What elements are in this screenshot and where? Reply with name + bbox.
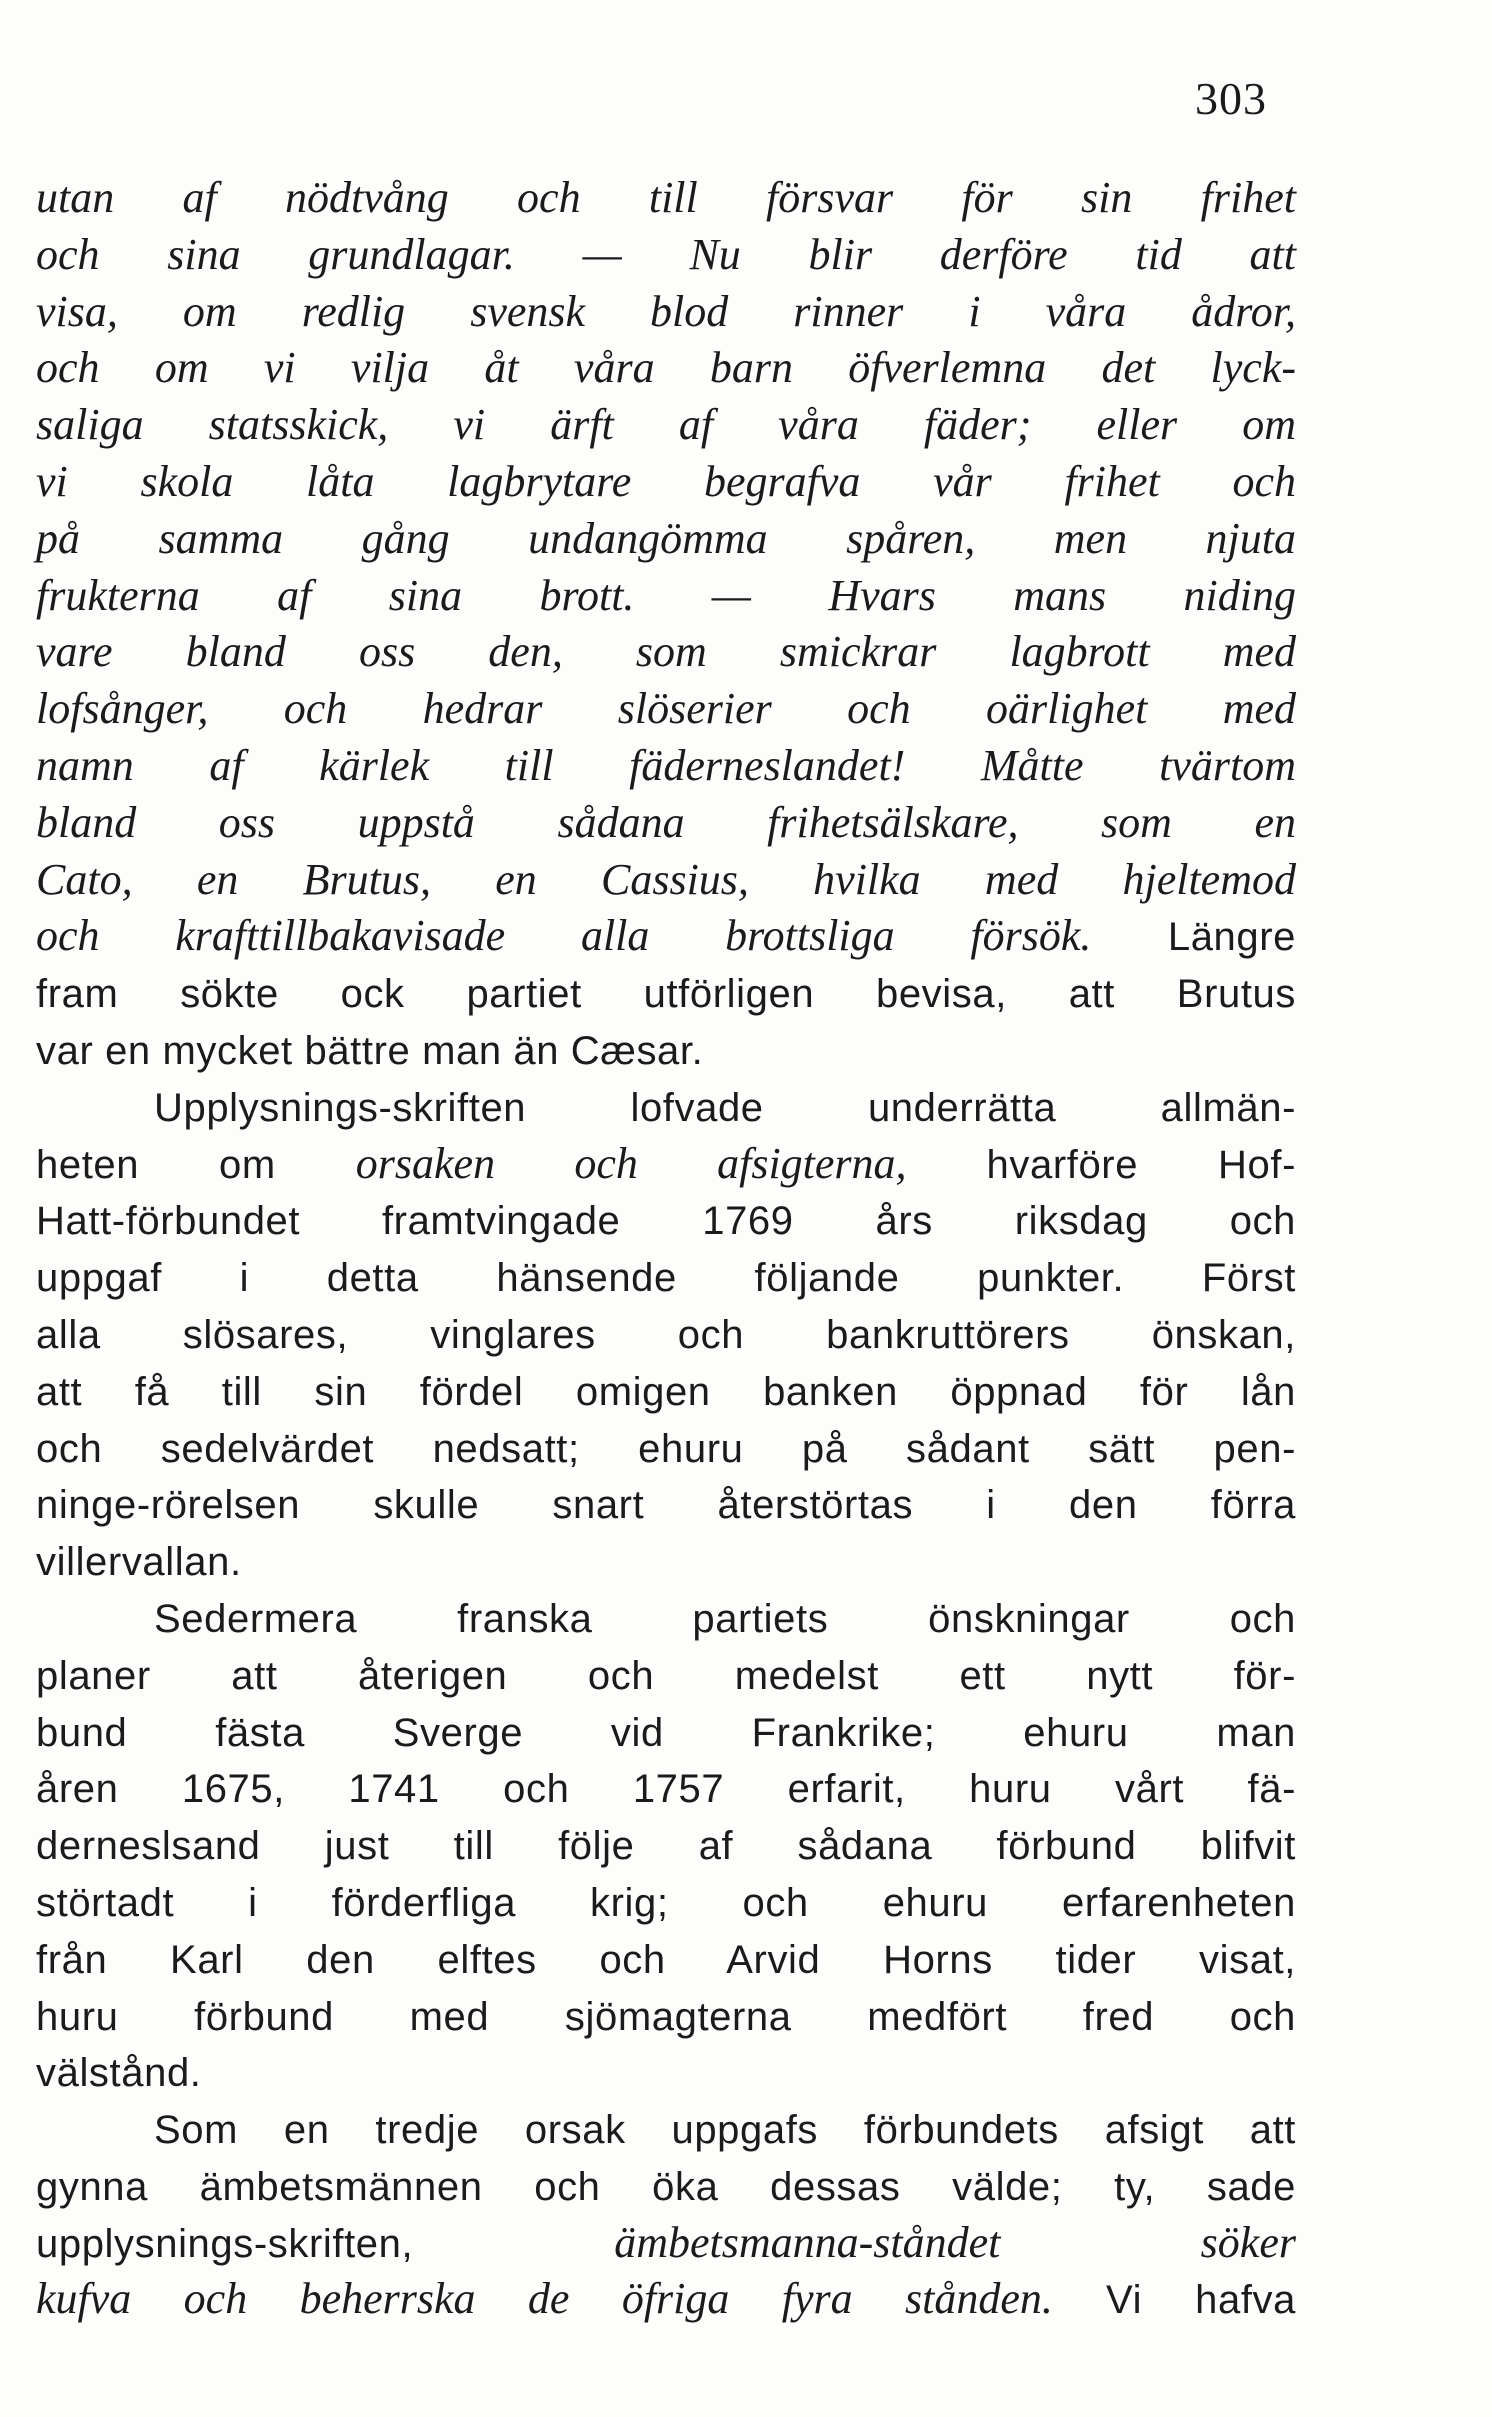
text-line bbox=[36, 1988, 1296, 2045]
roman-text-segment: uppgaf i detta hänsende följande punkter. Först bbox=[36, 1256, 1296, 1301]
text-line bbox=[36, 908, 1296, 965]
text-line bbox=[36, 1363, 1296, 1420]
italic-text-segment: och krafttillbakavisade alla brottsliga försök. bbox=[36, 911, 1092, 961]
italic-text-segment: visa, om redlig svensk blod rinner i våra ådror, bbox=[36, 286, 1296, 336]
italic-text-segment: utan af nödtvång och till försvar för sin frihet bbox=[36, 173, 1296, 222]
text-line bbox=[36, 2158, 1296, 2215]
italic-text-segment: Cato, en Brutus, en Cassius, hvilka med hjeltemod bbox=[36, 854, 1296, 904]
roman-text-segment: huru förbund med sjömagterna medfört fred och bbox=[36, 1994, 1296, 2039]
italic-text-segment: på samma gång undangömma spåren, men njuta bbox=[36, 513, 1296, 563]
text-line bbox=[36, 1420, 1296, 1477]
text-line bbox=[36, 852, 1296, 909]
roman-text-segment: Längre bbox=[1091, 915, 1296, 960]
text-line bbox=[36, 2271, 1296, 2328]
italic-text-segment: vi skola låta lagbrytare begrafva vår frihet och bbox=[36, 456, 1296, 506]
italic-text-segment: vare bland oss den, som smickrar lagbrott med bbox=[36, 627, 1296, 677]
text-line bbox=[36, 1817, 1296, 1874]
text-line bbox=[36, 511, 1296, 568]
roman-text-segment: åren 1675, 1741 och 1757 erfarit, huru vårt fä- bbox=[36, 1767, 1296, 1812]
text-line bbox=[36, 1931, 1296, 1988]
text-line bbox=[36, 1079, 1296, 1136]
text-line bbox=[36, 1874, 1296, 1931]
roman-text-segment: ninge-rörelsen skulle snart återstörtas i den förra bbox=[36, 1483, 1296, 1528]
text-line bbox=[36, 1533, 1296, 1590]
roman-text-segment: upplysnings-skriften, bbox=[36, 2221, 615, 2266]
text-line bbox=[36, 738, 1296, 795]
text-line bbox=[36, 170, 1296, 227]
text-line bbox=[36, 1249, 1296, 1306]
roman-text-segment: hvarföre Hof- bbox=[906, 1142, 1296, 1187]
text-line bbox=[36, 1306, 1296, 1363]
text-line bbox=[36, 284, 1296, 341]
text-line bbox=[36, 624, 1296, 681]
text-line bbox=[36, 681, 1296, 738]
text-line bbox=[36, 1192, 1296, 1249]
italic-text-segment: och sina grundlagar. — Nu blir derföre tid att bbox=[36, 229, 1296, 279]
roman-text-segment: och sedelvärdet nedsatt; ehuru på sådant sätt pen- bbox=[36, 1426, 1296, 1471]
italic-text-segment: frukterna af sina brott. — Hvars mans niding bbox=[36, 570, 1296, 620]
text-line bbox=[36, 568, 1296, 625]
roman-text-segment: Hatt-förbundet framtvingade 1769 års riksdag och bbox=[36, 1199, 1296, 1244]
roman-text-segment: villervallan. bbox=[36, 1540, 242, 1585]
text-line bbox=[36, 1760, 1296, 1817]
text-line bbox=[36, 227, 1296, 284]
roman-text-segment: från Karl den elftes och Arvid Horns tider visat, bbox=[36, 1937, 1296, 1982]
roman-text-segment: välstånd. bbox=[36, 2051, 202, 2096]
italic-text-segment: namn af kärlek till fäderneslandet! Måtte tvärtom bbox=[36, 740, 1296, 790]
text-line bbox=[36, 1476, 1296, 1533]
italic-text-segment: orsaken och afsigterna, bbox=[355, 1138, 907, 1188]
text-line bbox=[36, 340, 1296, 397]
roman-text-segment: störtadt i förderfliga krig; och ehuru erfarenheten bbox=[36, 1880, 1296, 1925]
page-number: 303 bbox=[1195, 73, 1267, 124]
roman-text-segment: planer att återigen och medelst ett nytt för- bbox=[36, 1653, 1296, 1698]
roman-text-segment: var en mycket bättre man än Cæsar. bbox=[36, 1028, 704, 1073]
text-line bbox=[36, 1647, 1296, 1704]
text-line bbox=[36, 1136, 1296, 1193]
text-line bbox=[36, 795, 1296, 852]
text-line bbox=[36, 1704, 1296, 1761]
text-line bbox=[36, 1590, 1296, 1647]
roman-text-segment: derneslsand just till följe af sådana förbund blifvit bbox=[36, 1824, 1296, 1869]
text-line bbox=[36, 397, 1296, 454]
text-line bbox=[36, 965, 1296, 1022]
roman-text-segment: heten om bbox=[36, 1142, 356, 1187]
roman-text-segment: Vi hafva bbox=[1052, 2278, 1297, 2323]
roman-text-segment: Upplysnings-skriften lofvade underrätta allmän- bbox=[154, 1085, 1296, 1130]
roman-text-segment: Sedermera franska partiets önskningar och bbox=[154, 1596, 1296, 1641]
italic-text-segment: och om vi vilja åt våra barn öfverlemna det lyck- bbox=[36, 343, 1296, 393]
roman-text-segment: bund fästa Sverge vid Frankrike; ehuru man bbox=[36, 1710, 1296, 1755]
roman-text-segment: att få till sin fördel omigen banken öppnad för lån bbox=[36, 1369, 1296, 1414]
italic-text-segment: saliga statsskick, vi ärft af våra fäder; eller om bbox=[36, 400, 1296, 450]
body-text bbox=[36, 170, 1296, 2328]
roman-text-segment: gynna ämbetsmännen och öka dessas välde; ty, sade bbox=[36, 2164, 1296, 2209]
text-line bbox=[36, 1022, 1296, 1079]
italic-text-segment: kufva och beherrska de öfriga fyra stånden. bbox=[36, 2274, 1053, 2324]
italic-text-segment: lofsånger, och hedrar slöserier och oärlighet med bbox=[36, 684, 1296, 734]
italic-text-segment: bland oss uppstå sådana frihetsälskare, som en bbox=[36, 797, 1296, 847]
text-line bbox=[36, 2044, 1296, 2101]
roman-text-segment: fram sökte ock partiet utförligen bevisa, att Brutus bbox=[36, 972, 1296, 1017]
roman-text-segment: Som en tredje orsak uppgafs förbundets afsigt att bbox=[154, 2108, 1296, 2153]
roman-text-segment: alla slösares, vinglares och bankruttörers önskan, bbox=[36, 1312, 1296, 1357]
text-line bbox=[36, 2101, 1296, 2158]
text-line bbox=[36, 2215, 1296, 2272]
italic-text-segment: ämbetsmanna-ståndet söker bbox=[614, 2217, 1296, 2267]
text-line bbox=[36, 454, 1296, 511]
